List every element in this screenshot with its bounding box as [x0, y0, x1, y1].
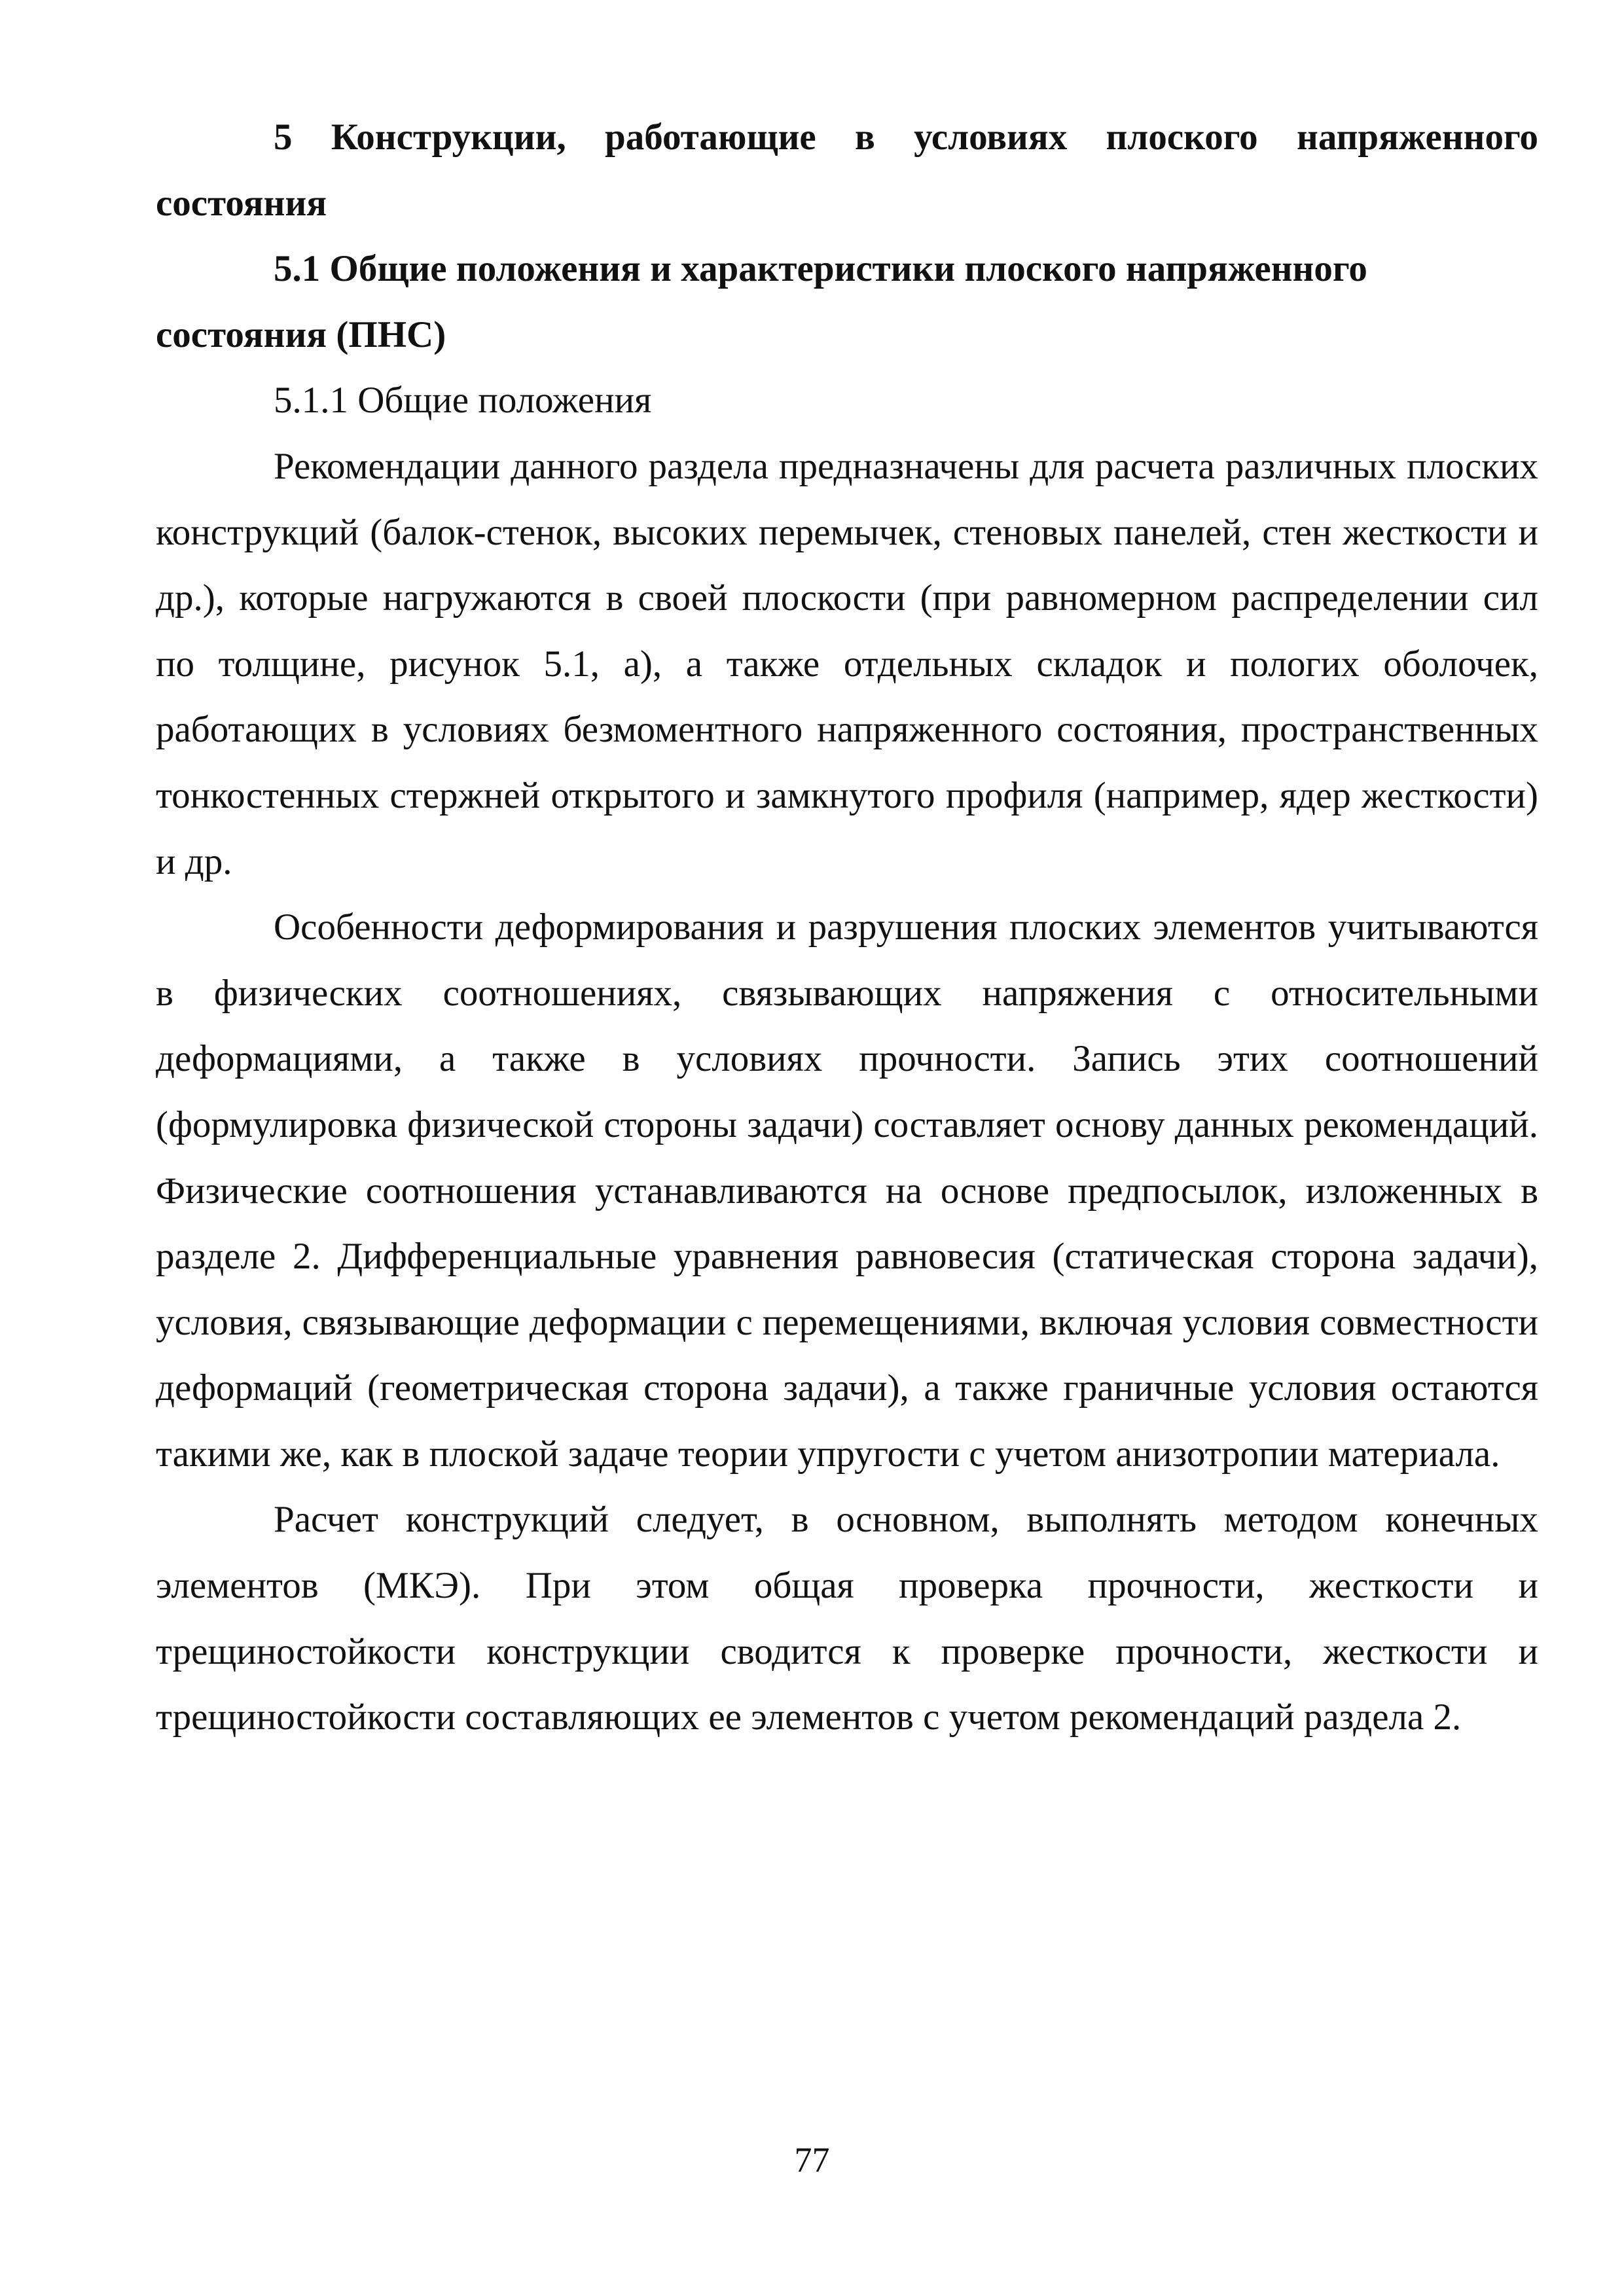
paragraph: Расчет конструкций следует, в основном, выполнять методом конечных элементов (МКЭ). При этом общая проверка прочности, жесткости и трещиностойкости конструкции сводится к проверке прочности, жесткости и трещиностойкости составляющих ее элементов с учетом рекомендаций раздела 2.	[156, 1499, 1538, 1738]
section-heading: 5.1 Общие положения и характеристики плоского напряженного состояния (ПНС)	[156, 248, 1367, 355]
page-number: 77	[794, 2140, 830, 2179]
subsection-heading: 5.1.1 Общие положения	[274, 380, 652, 422]
paragraph: Рекомендации данного раздела предназначены для расчета различных плоских конструкций (балок-стенок, высоких перемычек, стеновых панелей, стен жесткости и др.), которые нагружаются в своей плоскости (при равномерном распределении сил по толщине, рисунок 5.1, а), а также отдельных складок и пологих оболочек, работающих в условиях безмоментного напряженного состояния, пространственных тонкостенных стержней открытого и замкнутого профиля (например, ядер жесткости) и др.	[156, 445, 1538, 882]
paragraph: Особенности деформирования и разрушения плоских элементов учитываются в физических соотношениях, связывающих напряжения с относительными деформациями, а также в условиях прочности. Запись этих соотношений (формулировка физической стороны задачи) составляет основу данных рекомендаций. Физические соотношения устанавливаются на основе предпосылок, изложенных в разделе 2. Дифференциальные уравнения равновесия (статическая сторона задачи), условия, связывающие деформации с перемещениями, включая условия совместности деформаций (геометрическая сторона задачи), а также граничные условия остаются такими же, как в плоской задаче теории упругости с учетом анизотропии материала.	[156, 906, 1538, 1475]
page-body	[156, 105, 1538, 1751]
chapter-heading: 5 Конструкции, работающие в условиях плоского напряженного состояния	[156, 117, 1538, 224]
